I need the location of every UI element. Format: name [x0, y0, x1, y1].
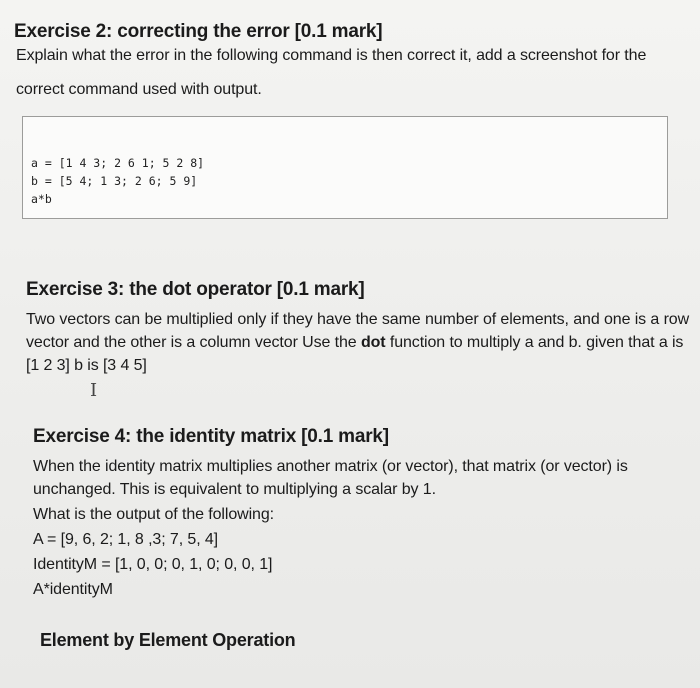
text-cursor-icon: I [90, 380, 98, 401]
exercise-2-text-line-1: Explain what the error in the following command is then correct it, add a screenshot for the [16, 47, 647, 64]
exercise-3-text-pre: vector and the other is a column vector Use the [26, 334, 361, 351]
exercise-3-text-line-1: Two vectors can be multiplied only if they have the same number of elements, and one is a row [26, 311, 690, 328]
exercise-3-text-post: function to multiply a and b. given that a is [385, 334, 684, 351]
exercise-4-title: Exercise 4: the identity matrix [0.1 mark] [33, 426, 389, 447]
exercise-4-matrix-a: A = [9, 6, 2; 1, 8 ,3; 7, 5, 4] [33, 531, 219, 548]
code-line-a: a = [1 4 3; 2 6 1; 5 2 8] [31, 156, 205, 170]
exercise-2-text-line-2: correct command used with output. [16, 81, 262, 98]
exercise-3-text-line-3: [1 2 3] b is [3 4 5] [26, 357, 147, 374]
exercise-4-text-line-1: When the identity matrix multiplies another matrix (or vector), that matrix (or vector) is [33, 458, 628, 475]
code-line-b: b = [5 4; 1 3; 2 6; 5 9] [31, 174, 198, 188]
code-line-ab: a*b [31, 192, 52, 206]
exercise-3-text-line-2 [26, 331, 683, 355]
exercise-3-title: Exercise 3: the dot operator [0.1 mark] [26, 279, 365, 300]
section-heading-element-by-element: Element by Element Operation [40, 630, 296, 650]
code-block [22, 116, 668, 219]
dot-keyword: dot [360, 334, 386, 351]
exercise-4-question: What is the output of the following: [33, 506, 274, 523]
exercise-4-identity-matrix: IdentityM = [1, 0, 0; 0, 1, 0; 0, 0, 1] [33, 556, 273, 573]
exercise-4-text-line-2: unchanged. This is equivalent to multiplying a scalar by 1. [33, 481, 436, 498]
exercise-2-title: Exercise 2: correcting the error [0.1 mark] [14, 21, 383, 42]
exercise-4-product: A*identityM [33, 581, 113, 598]
